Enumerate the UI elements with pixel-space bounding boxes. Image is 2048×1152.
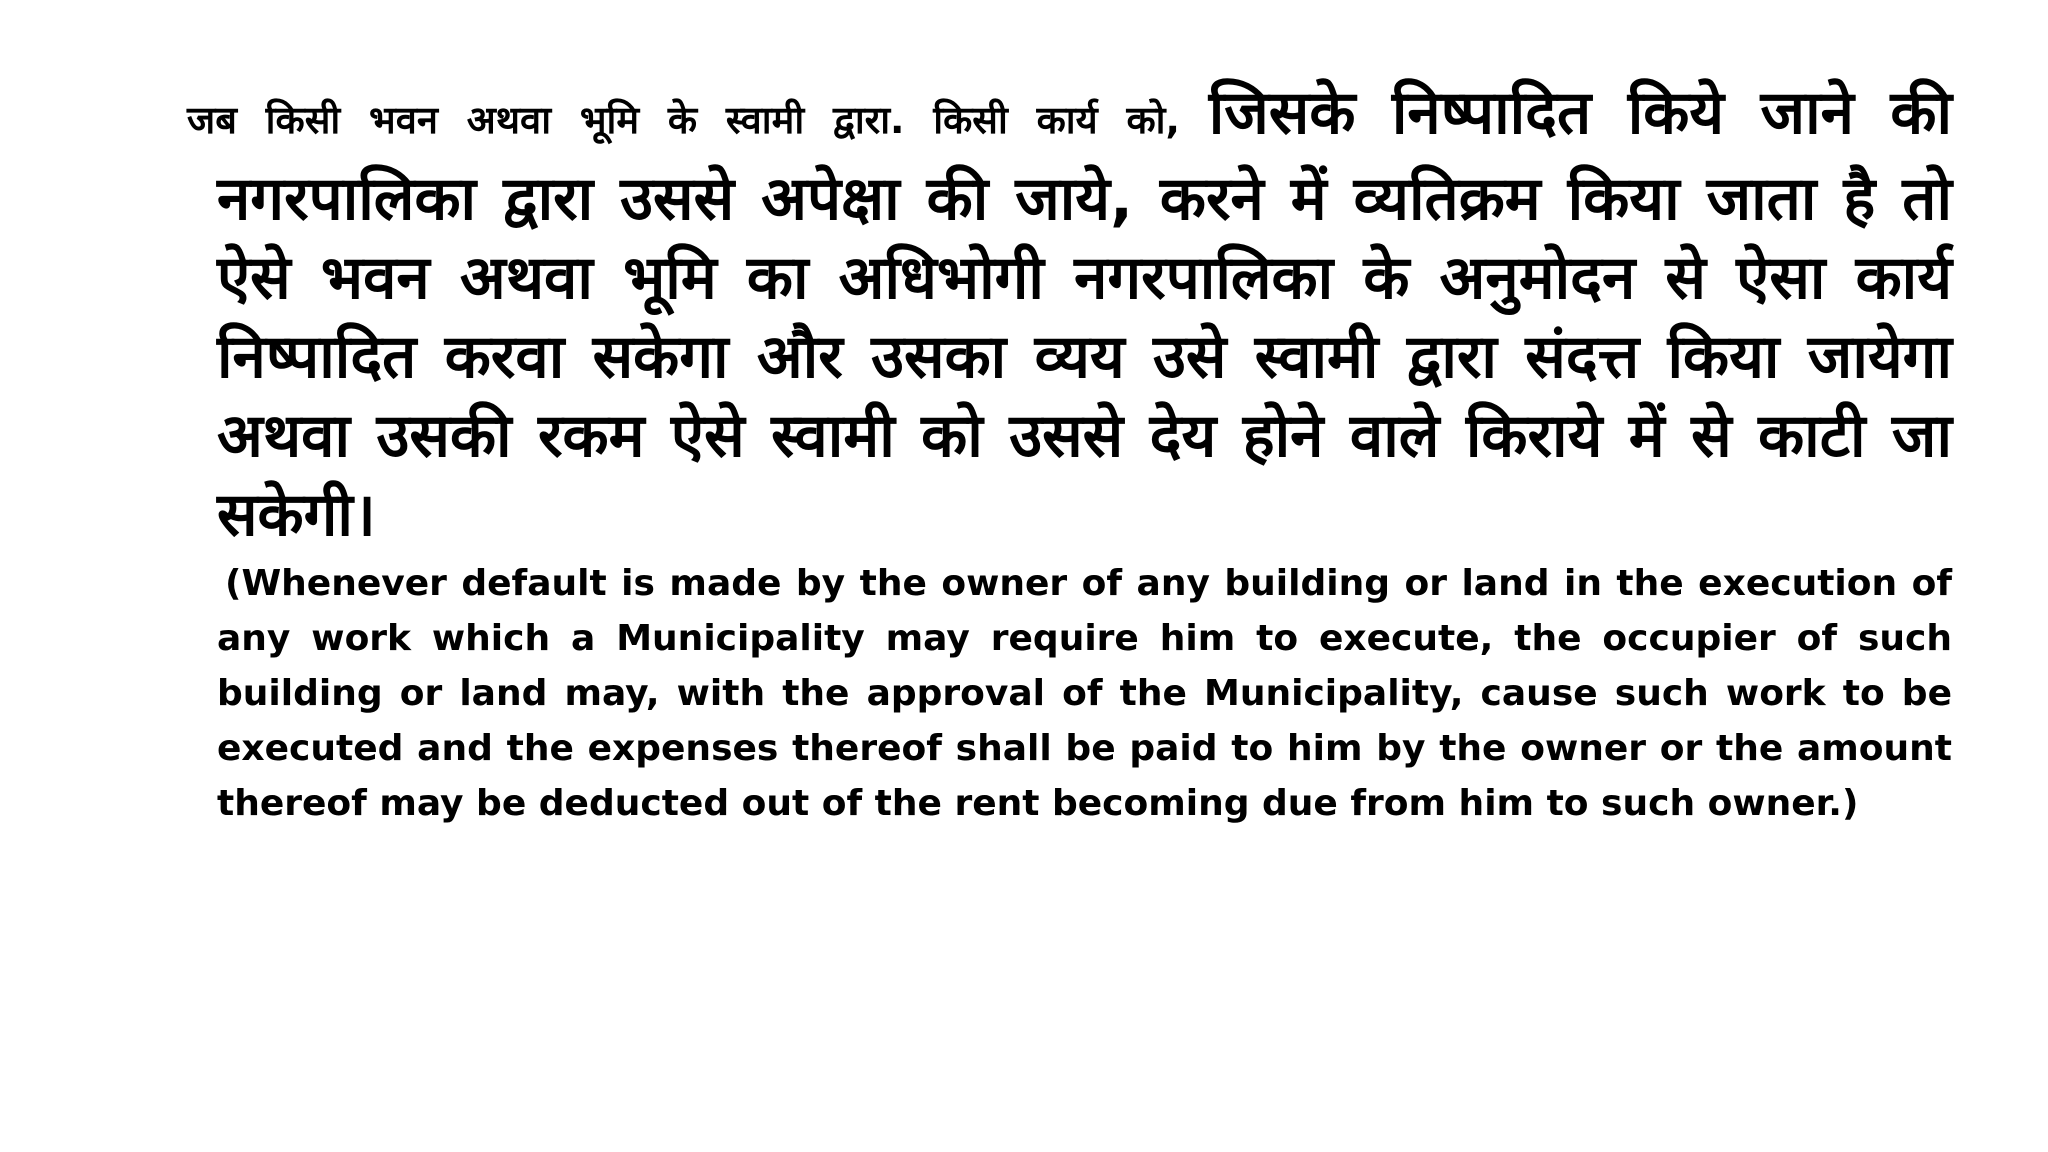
english-translation-paragraph: (Whenever default is made by the owner of any building or land in the execution of any work which a Municipality may require him to execute, the occupier of such building or land may, with the approval of the Municipality, cause such work to be executed and the expenses thereof shall be paid to him by the owner or the amount thereof may be deducted out of the rent becoming due from him to such owner.): [217, 563, 1952, 824]
hindi-main-text: जिसके निष्पादित किये जाने की नगरपालिका द्वारा उससे अपेक्षा की जाये, करने में व्यतिक्रम किया जाता है तो ऐसे भवन अथवा भूमि का अधिभोगी नगरपालिका के अनुमोदन से ऐसा कार्य निष्पादित करवा सकेगा और उसका व्यय उसे स्वामी द्वारा संदत्त किया जायेगा अथवा उसकी रकम ऐसे स्वामी को उससे देय होने वाले किराये में से काटी जा सकेगी।: [217, 78, 1952, 550]
hindi-paragraph: [187, 74, 1952, 555]
hindi-intro-text: जब किसी भवन अथवा भूमि के स्वामी द्वारा. किसी कार्य को,: [187, 98, 1209, 142]
